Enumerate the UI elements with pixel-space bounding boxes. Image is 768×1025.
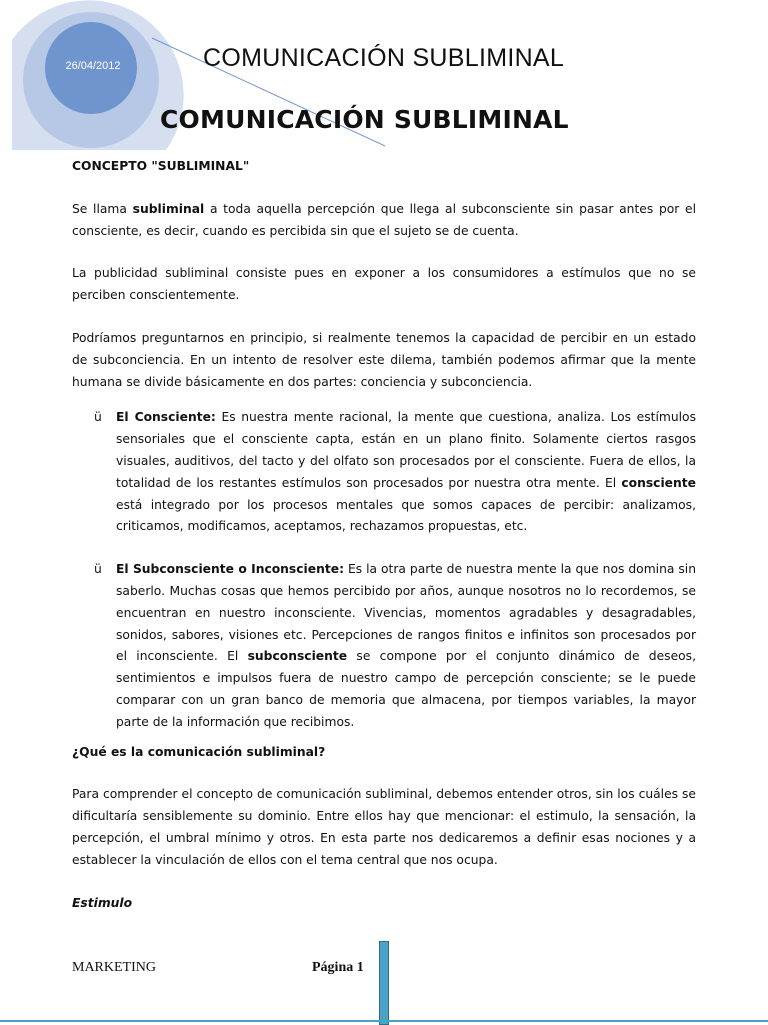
- document-title: COMUNICACIÓN SUBLIMINAL: [160, 105, 569, 134]
- checkmark-bullet-icon: ü: [94, 410, 102, 425]
- paragraph-comprender: Para comprender el concepto de comunicación subliminal, debemos entender otros, sin los cuáles se dificultaría sensiblemente su dominio. Entre ellos hay que mencionar: el estimulo, la sensación, la percepción, el umbral mínimo y otros. En esta parte nos dedicaremos a definir esas nociones y a establecer la vinculación de ellos con el tema central que nos ocupa.: [72, 787, 696, 867]
- bullet-item-consciente: [72, 407, 696, 538]
- header-title: COMUNICACIÓN SUBLIMINAL: [203, 44, 565, 72]
- bullet-text: se compone por el conjunto dinámico de deseos, sentimientos e impulsos fuera de nuestro campo de percepción consciente; se le puede comparar con un gran banco de memoria que almacena, por tiempos variables, la mayor parte de la información que recibimos.: [116, 649, 696, 729]
- section-heading-que-es: ¿Qué es la comunicación subliminal?: [72, 744, 326, 759]
- footer-divider-bar: [379, 941, 389, 1025]
- bullet-text: está integrado por los procesos mentales que somos capaces de percibir: analizamos, criticamos, modificamos, aceptamos, rechazamos propuestas, etc.: [116, 497, 696, 534]
- page-number: Página 1: [312, 960, 364, 975]
- checkmark-bullet-icon: ü: [94, 562, 102, 577]
- section-heading-concepto: CONCEPTO "SUBLIMINAL": [72, 159, 250, 173]
- bold-term: subconsciente: [247, 649, 348, 664]
- bold-term: subliminal: [132, 201, 205, 216]
- footer-label: MARKETING: [72, 960, 156, 975]
- bold-term: consciente: [621, 475, 696, 490]
- bullet-item-subconsciente: [72, 559, 696, 733]
- paragraph-text: Se llama: [72, 201, 133, 216]
- paragraph-text: a toda aquella percepción que llega al subconsciente sin pasar antes por el consciente, es decir, cuando es percibida sin que el sujeto se de cuenta.: [72, 201, 696, 238]
- paragraph-preguntarnos: Podríamos preguntarnos en principio, si realmente tenemos la capacidad de percibir en un estado de subconciencia. En un intento de resolver este dilema, también podemos afirmar que la mente humana se divide básicamente en dos partes: conciencia y subconciencia.: [72, 330, 696, 389]
- bullet-label: El Consciente:: [116, 410, 216, 425]
- section-heading-estimulo: Estimulo: [72, 895, 133, 910]
- paragraph-definition: [72, 199, 696, 243]
- document-body: [72, 156, 696, 914]
- footer-bottom-line: [0, 1020, 768, 1022]
- bullet-text: Es nuestra mente racional, la mente que cuestiona, analiza. Los estímulos sensoriales que el consciente capta, están en un plano finito. Solamente ciertos rasgos visuales, auditivos, del tacto y del olfato son procesados por el consciente. Fuera de ellos, la totalidad de los restantes estímulos son procesados por nuestra otra mente. El: [116, 410, 696, 490]
- header-date: 26/04/2012: [65, 60, 121, 72]
- paragraph-publicidad: La publicidad subliminal consiste pues en exponer a los consumidores a estímulos que no se perciben conscientemente.: [72, 266, 696, 303]
- bullet-label: El Subconsciente o Inconsciente:: [116, 562, 344, 577]
- bullet-text: Es la otra parte de nuestra mente la que nos domina sin saberlo. Muchas cosas que hemos percibido por años, aunque nosotros no lo recordemos, se encuentran en nuestro inconsciente. Vivencias, momentos agradables y desagradables, sonidos, sabores, visiones etc. Percepciones de rangos finitos e infinitos son procesados por el inconsciente. El: [116, 562, 696, 664]
